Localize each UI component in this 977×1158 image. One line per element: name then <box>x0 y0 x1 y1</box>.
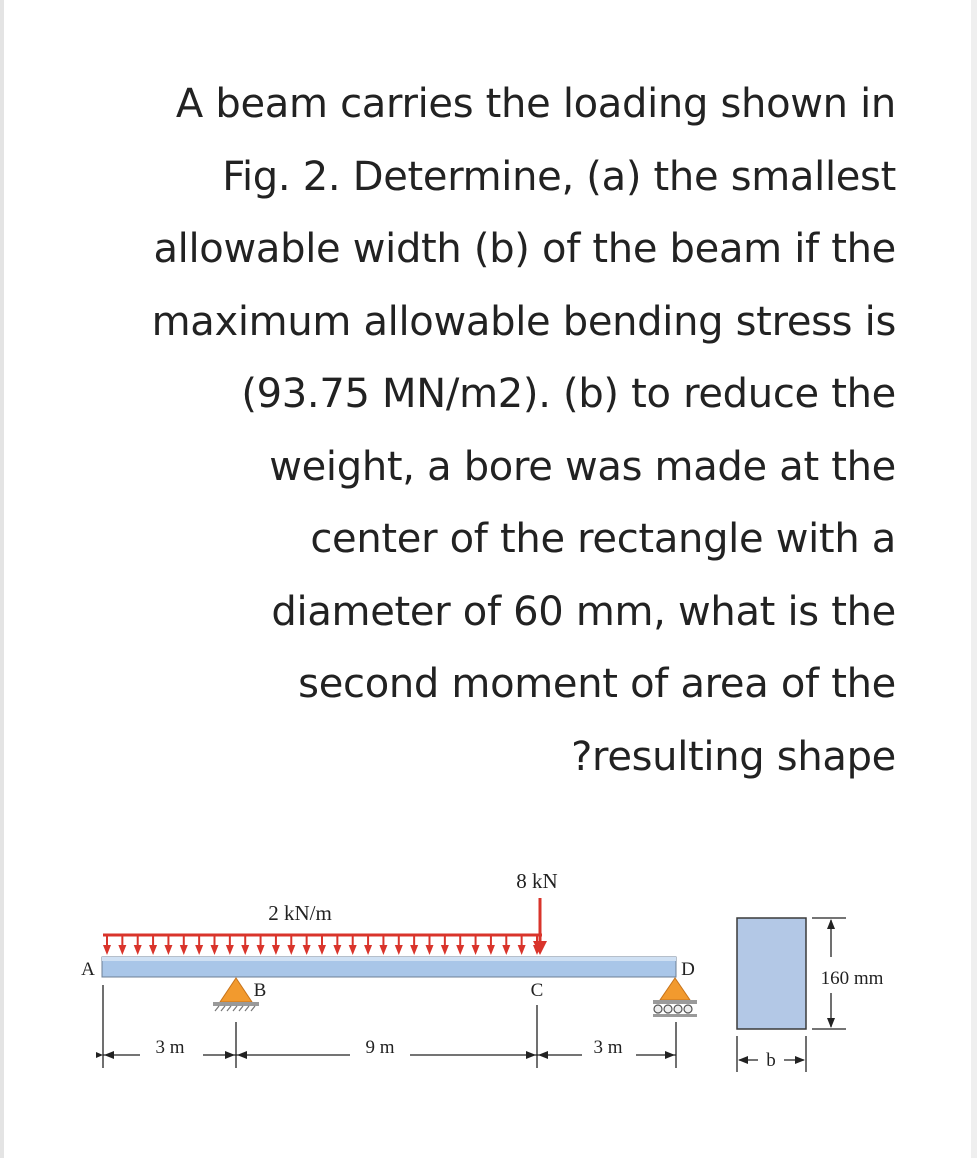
distributed-load-arrow-head <box>364 945 372 955</box>
span-label-cd: 3 m <box>593 1037 623 1058</box>
span-label-ab: 3 m <box>155 1037 185 1058</box>
beam-highlight <box>102 957 676 961</box>
distributed-load-arrow-head <box>303 945 311 955</box>
question-text <box>70 68 896 793</box>
span-label-bc: 9 m <box>365 1037 395 1058</box>
distributed-load-arrow-head <box>241 945 249 955</box>
distributed-load-arrow-head <box>379 945 387 955</box>
point-label-d: D <box>681 959 695 980</box>
question-line-5: (93.75 MN/m2). (b) to reduce the <box>241 371 896 417</box>
cross-section <box>737 918 806 1029</box>
point-label-b: B <box>253 980 267 1001</box>
point-label-c: C <box>530 980 544 1001</box>
distributed-load-label: 2 kN/m <box>268 901 332 925</box>
distributed-load-arrow-head <box>318 945 326 955</box>
distributed-load-arrow-head <box>395 945 403 955</box>
pin-support-b <box>213 978 259 1011</box>
roller-support-d <box>653 978 697 1017</box>
distributed-load-arrow-head <box>226 945 234 955</box>
distributed-load-arrow-head <box>180 945 188 955</box>
distributed-load-arrow-head <box>518 945 526 955</box>
distributed-load-arrow-head <box>410 945 418 955</box>
question-line-10: ?resulting shape <box>571 733 896 780</box>
distributed-load-arrow-head <box>426 945 434 955</box>
distributed-load-arrow-head <box>272 945 280 955</box>
question-line-4: maximum allowable bending stress is <box>151 298 896 345</box>
distributed-load-arrow-head <box>287 945 295 955</box>
distributed-load-arrow-head <box>441 945 449 955</box>
distributed-load-arrow-head <box>472 945 480 955</box>
distributed-load-arrow-head <box>487 945 495 955</box>
distributed-load-arrow-head <box>149 945 157 955</box>
question-line-1: A beam carries the loading shown in <box>175 81 896 127</box>
distributed-load-arrow-head <box>502 945 510 955</box>
question-line-3: allowable width (b) of the beam if the <box>153 226 896 272</box>
question-line-2: Fig. 2. Determine, (a) the smallest <box>222 153 896 200</box>
distributed-load-arrow-head <box>257 945 265 955</box>
distributed-load-arrows <box>103 935 541 955</box>
distributed-load-arrow-head <box>103 945 111 955</box>
distributed-load-arrow-head <box>211 945 219 955</box>
question-line-6: weight, a bore was made at the <box>269 443 896 490</box>
distributed-load-arrow-head <box>134 945 142 955</box>
question-line-8: diameter of 60 mm, what is the <box>271 588 896 635</box>
point-label-a: A <box>81 959 95 980</box>
section-height-label: 160 mm <box>820 968 884 989</box>
question-line-7: center of the rectangle with a <box>310 516 896 562</box>
distributed-load-arrow-head <box>349 945 357 955</box>
beam-figure <box>0 850 977 1158</box>
point-load-label: 8 kN <box>516 869 558 893</box>
distributed-load-arrow-head <box>195 945 203 955</box>
question-line-9: second moment of area of the <box>298 661 896 707</box>
distributed-load-arrow-head <box>333 945 341 955</box>
distributed-load-arrow-head <box>456 945 464 955</box>
section-width-label: b <box>766 1050 776 1071</box>
distributed-load-arrow-head <box>164 945 172 955</box>
distributed-load-arrow-head <box>118 945 126 955</box>
